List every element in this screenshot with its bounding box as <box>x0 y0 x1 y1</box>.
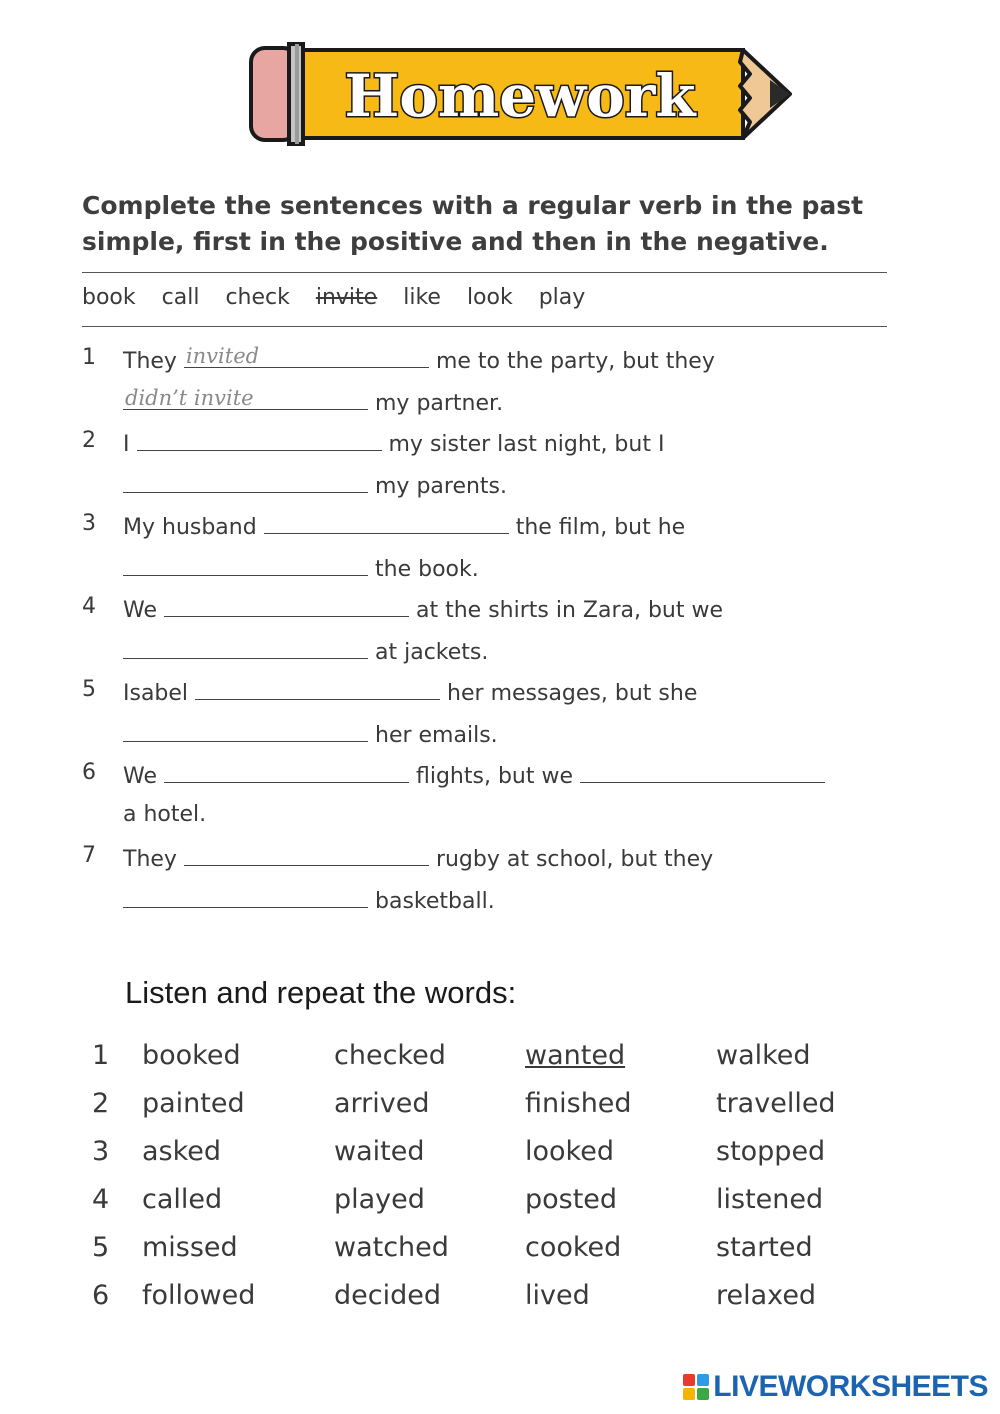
word-bank-item: like <box>403 285 441 310</box>
item-line-2 <box>123 636 488 665</box>
answer-example: invited <box>185 344 260 368</box>
item-text-middle: my sister last night, but I <box>388 432 665 457</box>
item-line-1 <box>123 760 825 789</box>
answer-blank-negative[interactable] <box>123 553 368 576</box>
word-cell: lived <box>525 1280 590 1311</box>
logo-text: LIVEWORKSHEETS <box>713 1370 988 1403</box>
item-text-end: my partner. <box>375 391 504 416</box>
item-line-1 <box>123 345 715 374</box>
item-line-2 <box>123 470 507 499</box>
word-bank-item: book <box>82 285 136 310</box>
instructions: Complete the sentences with a regular verb in the past simple, first in the positive and then in the negative. <box>82 191 864 256</box>
item-number: 4 <box>82 594 96 619</box>
word-cell: started <box>716 1232 813 1263</box>
item-text-end: my parents. <box>375 474 508 499</box>
item-text-middle: flights, but we <box>416 764 574 789</box>
item-text-end: her emails. <box>375 723 498 748</box>
item-number: 2 <box>82 428 96 453</box>
banner-title: Homework <box>344 62 696 130</box>
item-text-middle: me to the party, but they <box>435 349 715 374</box>
word-cell: stopped <box>716 1136 826 1167</box>
answer-blank-negative[interactable] <box>123 470 368 493</box>
item-text-middle: the film, but he <box>515 515 686 540</box>
answer-blank-positive[interactable] <box>184 843 429 866</box>
word-bank-item: call <box>161 285 200 310</box>
item-line-1 <box>123 594 723 623</box>
word-cell: walked <box>716 1040 811 1071</box>
word-row <box>92 1232 892 1280</box>
answer-blank-negative[interactable] <box>123 387 368 410</box>
word-cell: relaxed <box>716 1280 817 1311</box>
word-row <box>92 1136 892 1184</box>
answer-blank-positive[interactable] <box>184 345 429 368</box>
word-row-number: 5 <box>92 1232 110 1263</box>
item-text-end: basketball. <box>375 889 495 914</box>
item-text-end: at jackets. <box>375 640 489 665</box>
item-line-2 <box>123 885 495 914</box>
word-cell: looked <box>525 1136 614 1167</box>
answer-blank-positive[interactable] <box>164 760 409 783</box>
listen-heading: Listen and repeat the words: <box>125 975 517 1010</box>
item-text-start: We <box>123 598 157 623</box>
word-cell: wanted <box>525 1040 626 1071</box>
word-bank-item: play <box>538 285 586 310</box>
word-row <box>92 1280 892 1328</box>
word-cell: booked <box>142 1040 241 1071</box>
answer-example: didn’t invite <box>125 386 254 410</box>
item-number: 7 <box>82 843 96 868</box>
item-line-1 <box>123 843 713 872</box>
divider-top <box>82 272 887 273</box>
word-bank-item: look <box>466 285 513 310</box>
answer-blank-negative[interactable] <box>123 885 368 908</box>
item-text-start: My husband <box>123 515 257 540</box>
item-text-start: Isabel <box>123 681 189 706</box>
item-text-start: We <box>123 764 157 789</box>
answer-blank-negative[interactable] <box>123 636 368 659</box>
homework-banner <box>245 40 795 150</box>
item-text-start: I <box>123 432 130 457</box>
liveworksheets-logo <box>683 1370 988 1404</box>
word-row-number: 4 <box>92 1184 110 1215</box>
word-row-number: 1 <box>92 1040 110 1071</box>
item-text-start: They <box>123 349 177 374</box>
item-text-middle: her messages, but she <box>447 681 698 706</box>
divider-bottom <box>82 326 887 327</box>
word-cell: watched <box>334 1232 449 1263</box>
item-line-1 <box>123 677 697 706</box>
word-cell: missed <box>142 1232 238 1263</box>
word-row-number: 3 <box>92 1136 110 1167</box>
logo-icon <box>683 1374 709 1400</box>
word-cell: called <box>142 1184 223 1215</box>
word-cell: checked <box>334 1040 446 1071</box>
word-table <box>92 1040 892 1340</box>
word-bank-item: check <box>225 285 290 310</box>
word-row-number: 2 <box>92 1088 110 1119</box>
word-cell: cooked <box>525 1232 622 1263</box>
word-cell: finished <box>525 1088 632 1119</box>
item-line-2 <box>123 553 479 582</box>
word-row <box>92 1184 892 1232</box>
word-cell: waited <box>334 1136 425 1167</box>
word-cell: posted <box>525 1184 618 1215</box>
item-number: 6 <box>82 760 96 785</box>
item-number: 5 <box>82 677 96 702</box>
item-text-middle: at the shirts in Zara, but we <box>416 598 724 623</box>
word-cell: followed <box>142 1280 256 1311</box>
item-line-1 <box>123 428 664 457</box>
word-cell: painted <box>142 1088 245 1119</box>
word-row <box>92 1040 892 1088</box>
item-number: 3 <box>82 511 96 536</box>
item-line-2 <box>123 387 503 416</box>
item-text-end: a hotel. <box>123 802 207 827</box>
item-text-middle: rugby at school, but they <box>435 847 714 872</box>
answer-blank-positive[interactable] <box>195 677 440 700</box>
word-bank <box>82 285 611 310</box>
answer-blank-negative[interactable] <box>580 760 825 783</box>
answer-blank-positive[interactable] <box>164 594 409 617</box>
item-line-1 <box>123 511 685 540</box>
answer-blank-positive[interactable] <box>264 511 509 534</box>
word-cell: listened <box>716 1184 824 1215</box>
word-cell: played <box>334 1184 425 1215</box>
item-line-2 <box>123 802 206 827</box>
word-row-number: 6 <box>92 1280 110 1311</box>
item-number: 1 <box>82 345 96 370</box>
item-text-end: the book. <box>375 557 479 582</box>
word-cell: decided <box>334 1280 441 1311</box>
item-text-start: They <box>123 847 177 872</box>
word-cell: asked <box>142 1136 222 1167</box>
word-cell: arrived <box>334 1088 430 1119</box>
answer-blank-negative[interactable] <box>123 719 368 742</box>
answer-blank-positive[interactable] <box>137 428 382 451</box>
word-bank-item: invite <box>315 285 378 310</box>
word-row <box>92 1088 892 1136</box>
word-cell: travelled <box>716 1088 836 1119</box>
item-line-2 <box>123 719 498 748</box>
